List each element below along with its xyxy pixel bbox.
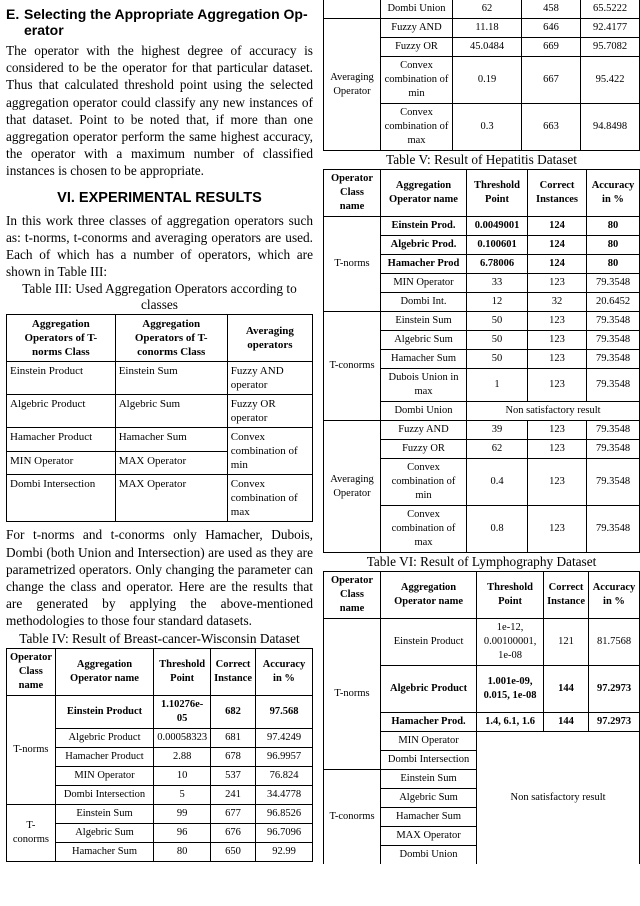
table-cell: 458 [522,0,581,19]
table-cell: Convex combination of max [227,475,312,522]
table-cell: 80 [154,842,211,861]
table-cell: 667 [522,57,581,104]
table-cell: Fuzzy AND operator [227,362,312,395]
table-cell: 79.3548 [587,459,640,506]
table-cell: 6.78006 [467,255,528,274]
table-cell: 97.2973 [589,713,640,732]
table-header-cell: Accuracy in % [587,170,640,217]
table-cell: Algebric Sum [115,395,227,428]
table-cell: 123 [528,421,587,440]
table-cell: 96.8526 [256,804,313,823]
table-cell: Einstein Product [55,695,153,728]
table-cell: 79.3548 [587,506,640,553]
table-cell: 79.3548 [587,369,640,402]
table-cell: 0.3 [453,104,522,151]
table-cell: 0.00058323 [154,728,211,747]
table-cell: Hamacher Prod. [381,713,477,732]
table-cell: 123 [528,350,587,369]
table-cell: 32 [528,293,587,312]
table-cell: MAX Operator [115,451,227,475]
table-cell: Convex combination of max [381,506,467,553]
table-cell: 663 [522,104,581,151]
table-cell: Algebric Product [55,728,153,747]
table-header-cell: Aggregation Operator name [55,648,153,695]
table4 [6,648,313,862]
table-header-cell: Threshold Point [477,572,544,619]
table-cell: Fuzzy OR operator [227,395,312,428]
table-cell: 682 [211,695,256,728]
table-cell: 62 [453,0,522,19]
table-cell: 39 [467,421,528,440]
table-cell: MIN Operator [381,732,477,751]
table-cell: 676 [211,823,256,842]
table-cell: 65.5222 [581,0,640,19]
table-cell: Algebric Product [7,395,116,428]
table-cell: Einstein Sum [381,770,477,789]
table-cell: 5 [154,785,211,804]
table-cell: Hamacher Product [55,747,153,766]
table-cell: Dombi Intersection [55,785,153,804]
table-header-cell: Aggregation Operator name [381,170,467,217]
table-header-cell: Operator Class name [7,648,56,695]
table-cell: 1.001e-09, 0.015, 1e-08 [477,666,544,713]
left-column [6,0,313,862]
table-cell: Convex combination of min [381,57,453,104]
table-cell: MIN Operator [7,451,116,475]
table-cell: Algebric Prod. [381,236,467,255]
table-header-cell: Accuracy in % [589,572,640,619]
table-cell: 669 [522,38,581,57]
table-cell: 1 [467,369,528,402]
table3-header: Aggregation Operators of T-norms Class [7,315,116,362]
table-cell: 95.7082 [581,38,640,57]
table-cell: Hamacher Sum [381,808,477,827]
table6 [323,571,640,864]
table-cell: 96.9957 [256,747,313,766]
table3-header: Averaging operators [227,315,312,362]
table-cell: Fuzzy OR [381,38,453,57]
section-e-heading: E. Selecting the Appropriate Aggregation Op- erator [6,6,308,38]
table-cell: Non satisfactory result [467,402,640,421]
table-header-cell: Threshold Point [467,170,528,217]
table5-caption: Table V: Result of Hepatitis Dataset [386,152,577,167]
table-header-cell: Threshold Point [154,648,211,695]
table-header-cell: Correct Instances [528,170,587,217]
table-cell: 241 [211,785,256,804]
table-cell: Einstein Sum [115,362,227,395]
table-cell: 0.19 [453,57,522,104]
table-cell: 681 [211,728,256,747]
table-cell: 123 [528,331,587,350]
table-cell: 81.7568 [589,619,640,666]
table-cell: 79.3548 [587,421,640,440]
table-cell: 123 [528,274,587,293]
table-cell: 95.422 [581,57,640,104]
table-header-cell: Aggregation Operator name [381,572,477,619]
table-cell: T-norms [324,619,381,770]
table-cell: Averaging Operator [324,421,381,553]
right-column [323,0,640,864]
table-cell: Einstein Product [7,362,116,395]
table3 [6,314,313,522]
table-cell: 123 [528,369,587,402]
table-cell: 123 [528,312,587,331]
table-cell: 96.7096 [256,823,313,842]
table-cell: 80 [587,236,640,255]
table-cell: 11.18 [453,19,522,38]
table-cell: T-norms [324,217,381,312]
table-cell: Dubois Union in max [381,369,467,402]
table-cell: 62 [467,440,528,459]
table3-header: Aggregation Operators of T-conorms Class [115,315,227,362]
section-e-body: The operator with the highest degree of accuracy is considered to be the operator for that particular dataset. Thus that calculated threshold point using the selected aggregation operator could classify any new instances of that dataset. Point to be noted that, if more than one aggregation operator perform the same highest accuracy, the operator with a maximum number of classified instances is chosen to be appropriate. [6,43,313,179]
table-cell: 1.10276e-05 [154,695,211,728]
table-cell: 50 [467,312,528,331]
table-cell: 0.0049001 [467,217,528,236]
table-cell: MAX Operator [381,827,477,846]
table-cell: 99 [154,804,211,823]
table-cell: 537 [211,766,256,785]
table-cell: Averaging Operator [324,19,381,151]
table-cell: 33 [467,274,528,293]
table-cell: 124 [528,217,587,236]
table6-caption: Table VI: Result of Lymphography Dataset [366,554,597,569]
table-cell: 79.3548 [587,274,640,293]
table-cell: 0.100601 [467,236,528,255]
table-cell: Algebric Sum [55,823,153,842]
table-cell: 123 [528,440,587,459]
table-cell: Dombi Union [381,402,467,421]
table-cell: Fuzzy OR [381,440,467,459]
table-cell: 79.3548 [587,331,640,350]
table-cell: Algebric Product [381,666,477,713]
table-cell: Convex combination of min [381,459,467,506]
table-cell: 1e-12, 0.00100001, 1e-08 [477,619,544,666]
table-cell: 678 [211,747,256,766]
table-cell: Non satisfactory result [477,732,640,865]
table-cell: MAX Operator [115,475,227,522]
table-cell: 123 [528,459,587,506]
table-cell: Algebric Sum [381,331,467,350]
table-cell: 10 [154,766,211,785]
table-cell: Fuzzy AND [381,421,467,440]
table-cell: Convex combination of min [227,428,312,475]
table-cell: Hamacher Sum [381,350,467,369]
table-cell: 650 [211,842,256,861]
table-cell: Hamacher Prod [381,255,467,274]
table-cell: Dombi Union [381,846,477,865]
table-cell: 50 [467,331,528,350]
table-header-cell: Accuracy in % [256,648,313,695]
table-cell: 1.4, 6.1, 1.6 [477,713,544,732]
table-cell: 80 [587,255,640,274]
table-cell: Dombi Union [381,0,453,19]
section-vi-heading: VI. EXPERIMENTAL RESULTS [57,189,262,206]
table-cell: 34.4778 [256,785,313,804]
table-cell: Fuzzy AND [381,19,453,38]
table-cell: Dombi Int. [381,293,467,312]
table-cell: Einstein Sum [381,312,467,331]
table-cell: Einstein Sum [55,804,153,823]
table-header-cell: Operator Class name [324,170,381,217]
table-cell: Convex combination of max [381,104,453,151]
table-cell: 677 [211,804,256,823]
table-cell: T-norms [7,695,56,804]
table-cell: 0.4 [467,459,528,506]
table-cell: 124 [528,255,587,274]
table-cell: 20.6452 [587,293,640,312]
table-cell: 79.3548 [587,350,640,369]
table-cell: 144 [544,713,589,732]
table-cell: 123 [528,506,587,553]
table-cell: 94.8498 [581,104,640,151]
table4-continued [323,0,640,151]
table-cell: 92.4177 [581,19,640,38]
table-cell: 76.824 [256,766,313,785]
table-cell: 50 [467,350,528,369]
table-cell: MIN Operator [381,274,467,293]
table-header-cell: Correct Instance [544,572,589,619]
table-cell: 646 [522,19,581,38]
table-cell: Hamacher Sum [115,428,227,452]
table-cell: 2.88 [154,747,211,766]
table-cell: Dombi Intersection [7,475,116,522]
section-vi-body-1: In this work three classes of aggregation operators such as: t-norms, t-conorms and averaging operators are used. Each of which has a number of operators, which are shown in Table III: [6,212,313,280]
table-cell: 80 [587,217,640,236]
table-cell: Einstein Product [381,619,477,666]
table-cell: 97.568 [256,695,313,728]
table-cell: 79.3548 [587,312,640,331]
table-cell: 92.99 [256,842,313,861]
table-cell: 96 [154,823,211,842]
table-cell: 79.3548 [587,440,640,459]
table-cell: MIN Operator [55,766,153,785]
table-cell: 144 [544,666,589,713]
table-cell: T-conorms [324,312,381,421]
table-cell: Einstein Prod. [381,217,467,236]
table-cell: 97.4249 [256,728,313,747]
table-cell: 45.0484 [453,38,522,57]
table-cell: Hamacher Sum [55,842,153,861]
table4-caption: Table IV: Result of Breast-cancer-Wisconsin Dataset [19,630,300,646]
table-cell: Hamacher Product [7,428,116,452]
table-header-cell: Correct Instance [211,648,256,695]
table-cell: Dombi Intersection [381,751,477,770]
table-cell: T-conorms [7,804,56,861]
table5 [323,169,640,553]
table-cell: 121 [544,619,589,666]
table-cell: 0.8 [467,506,528,553]
table-cell: 124 [528,236,587,255]
table-cell: Algebric Sum [381,789,477,808]
table-cell: 12 [467,293,528,312]
table-cell [324,0,381,19]
table3-caption: Table III: Used Aggregation Operators according to classes [22,281,297,313]
table-cell: T-conorms [324,770,381,865]
section-vi-body-2: For t-norms and t-conorms only Hamacher, Dubois, Dombi (both Union and Intersection) are used as they are parametrized operators. Only changing the parameter can change the class and operator. Here are the results that are generated by applying the above-mentioned methodologies to those four standard datasets. [6,527,313,629]
table-header-cell: Operator Class name [324,572,381,619]
table-cell: 97.2973 [589,666,640,713]
